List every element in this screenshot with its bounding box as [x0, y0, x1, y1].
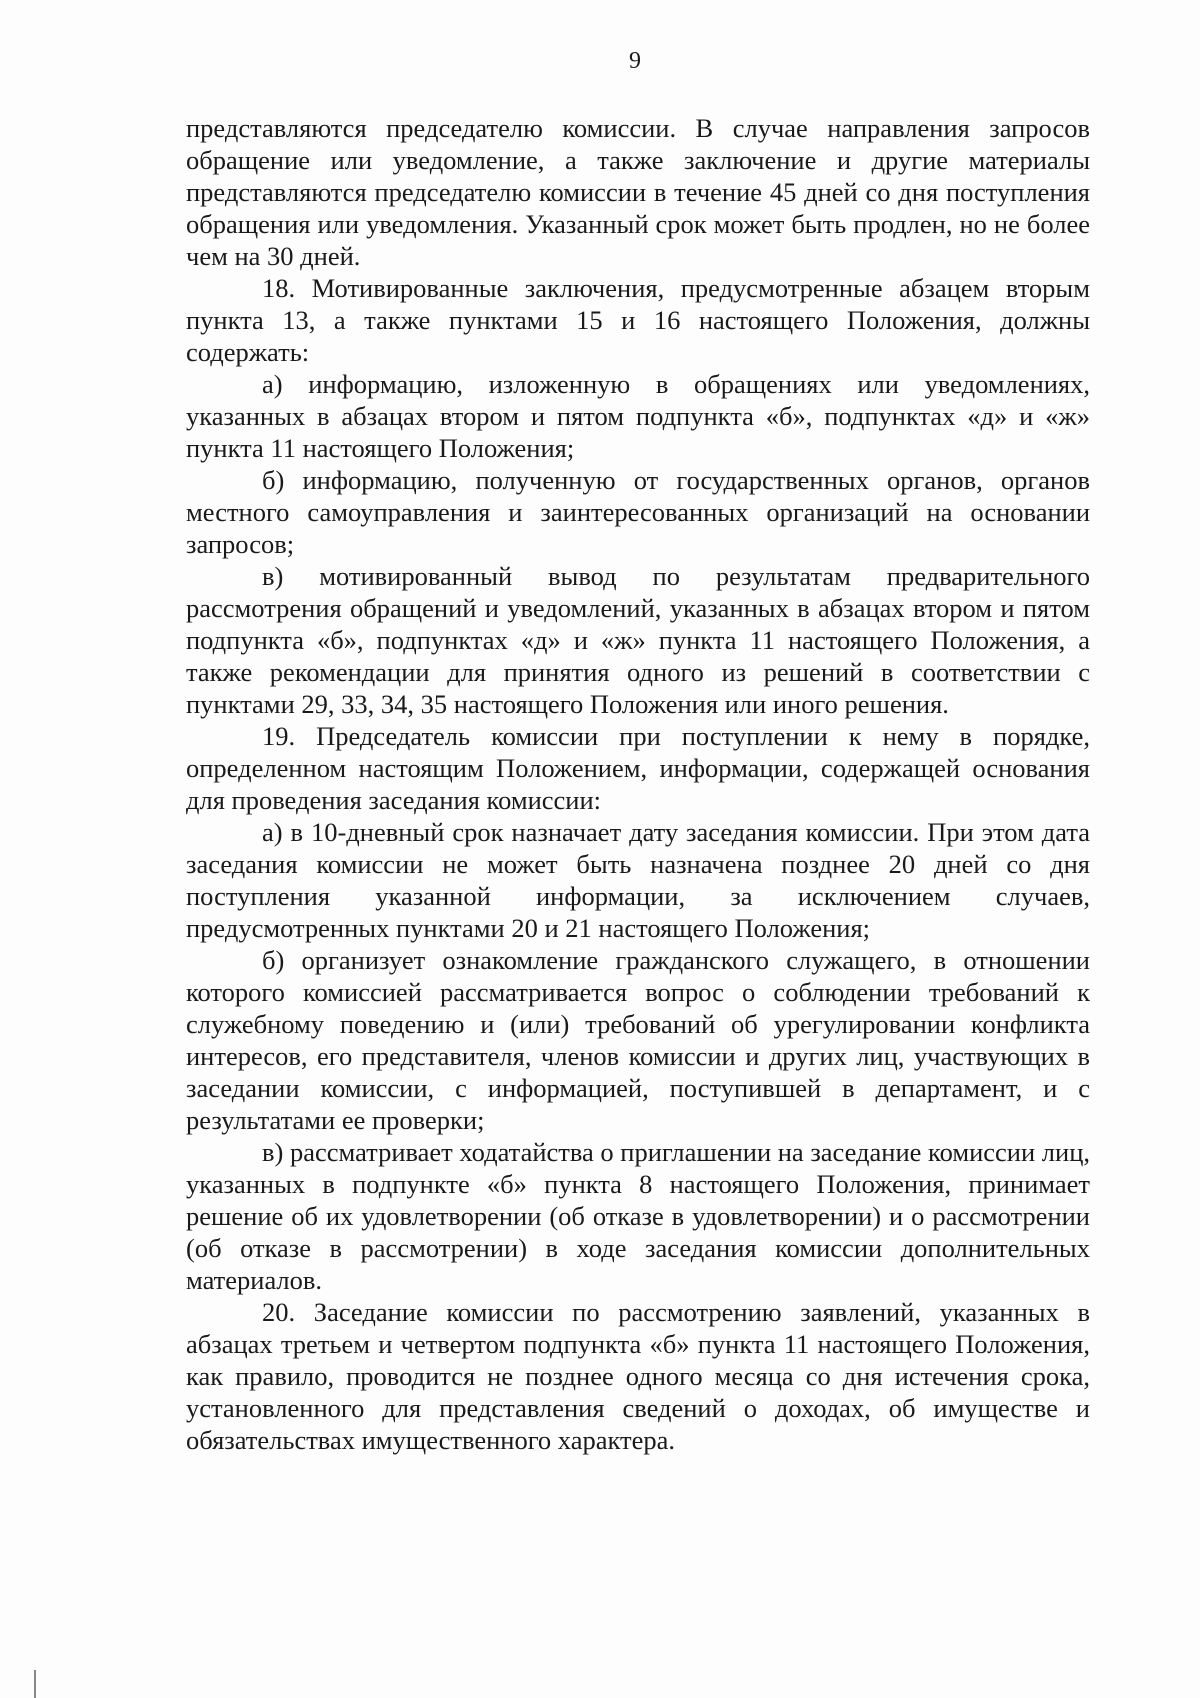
- paragraph-continuation: представляются председателю комиссии. В случае направления запросов обращение или уведомление, а также заключение и другие материалы представляются председателю комиссии в течение 45 дней со дня поступления обращения или уведомления. Указанный срок может быть продлен, но не более чем на 30 дней.: [186, 113, 1090, 271]
- paragraph-item-18-b: б) информацию, полученную от государственных органов, органов местного самоуправления и заинтересованных организаций на основании запросов;: [186, 465, 1090, 559]
- document-body: [186, 112, 1090, 1456]
- scan-edge-mark: [34, 1670, 36, 1698]
- paragraph-item-18: 18. Мотивированные заключения, предусмотренные абзацем вторым пункта 13, а также пунктами 15 и 16 настоящего Положения, должны содержать:: [186, 273, 1090, 367]
- paragraph-item-19-v: в) рассматривает ходатайства о приглашении на заседание комиссии лиц, указанных в подпункте «б» пункта 8 настоящего Положения, принимает решение об их удовлетворении (об отказе в удовлетворении) и о рассмотрении (об отказе в рассмотрении) в ходе заседания комиссии дополнительных материалов.: [186, 1137, 1090, 1295]
- paragraph-item-20: 20. Заседание комиссии по рассмотрению заявлений, указанных в абзацах третьем и четвертом подпункта «б» пункта 11 настоящего Положения, как правило, проводится не позднее одного месяца со дня истечения срока, установленного для представления сведений о доходах, об имуществе и обязательствах имущественного характера.: [186, 1297, 1090, 1455]
- paragraph-item-18-v: в) мотивированный вывод по результатам предварительного рассмотрения обращений и уведомлений, указанных в абзацах втором и пятом подпункта «б», подпунктах «д» и «ж» пункта 11 настоящего Положения, а также рекомендации для принятия одного из решений в соответствии с пунктами 29, 33, 34, 35 настоящего Положения или иного решения.: [186, 561, 1090, 719]
- paragraph-item-19-a: а) в 10-дневный срок назначает дату заседания комиссии. При этом дата заседания комиссии не может быть назначена позднее 20 дней со дня поступления указанной информации, за исключением случаев, предусмотренных пунктами 20 и 21 настоящего Положения;: [186, 817, 1090, 943]
- paragraph-item-18-a: а) информацию, изложенную в обращениях или уведомлениях, указанных в абзацах втором и пятом подпункта «б», подпунктах «д» и «ж» пункта 11 настоящего Положения;: [186, 369, 1090, 463]
- paragraph-item-19-b: б) организует ознакомление гражданского служащего, в отношении которого комиссией рассматривается вопрос о соблюдении требований к служебному поведению и (или) требований об урегулировании конфликта интересов, его представителя, членов комиссии и других лиц, участвующих в заседании комиссии, с информацией, поступившей в департамент, и с результатами ее проверки;: [186, 945, 1090, 1135]
- paragraph-item-19: 19. Председатель комиссии при поступлении к нему в порядке, определенном настоящим Положением, информации, содержащей основания для проведения заседания комиссии:: [186, 721, 1090, 815]
- page-number: 9: [629, 48, 641, 74]
